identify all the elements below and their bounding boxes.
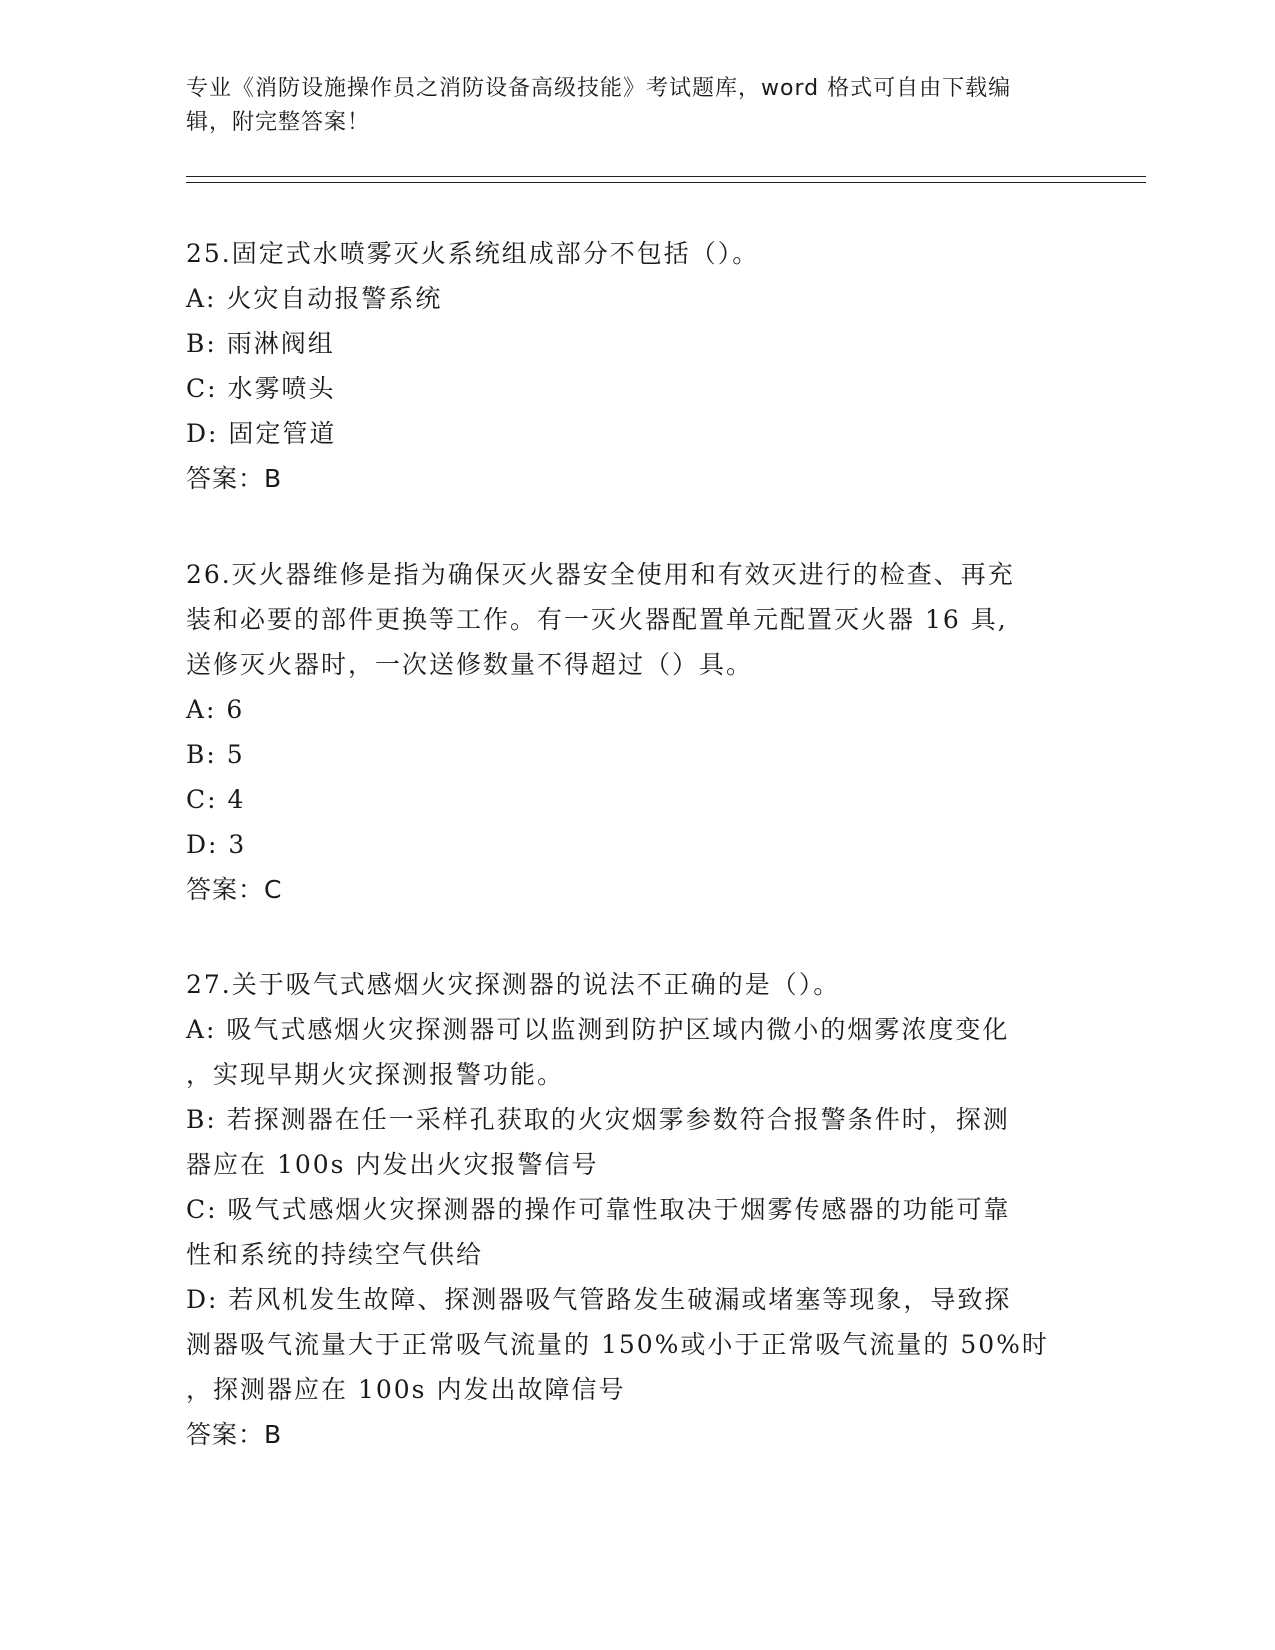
header-line: 辑，附完整答案！ [186, 110, 371, 135]
option-c: C: 4 [186, 785, 246, 814]
option-c: C: 吸气式感烟火灾探测器的操作可靠性取决于烟雾传感器的功能可靠 [186, 1195, 1011, 1224]
option-d: D: 固定管道 [186, 419, 337, 448]
answer-line: 答案：C [186, 875, 283, 904]
option-b: B: 若探测器在任一采样孔获取的火灾烟雺参数符合报警条件时，探测 [186, 1105, 1010, 1134]
header-divider [186, 176, 1146, 177]
option-a: A: 6 [186, 695, 245, 724]
header-line: 专业《消防设施操作员之消防设备高级技能》考试题库，word 格式可自由下载编 [186, 76, 1012, 101]
document-header [186, 72, 1066, 140]
option-b: B: 5 [186, 740, 245, 769]
question-stem: 25.固定式水喷雾灭火系统组成部分不包括（）。 [186, 239, 760, 268]
option-b: B: 雨淋阀组 [186, 329, 335, 358]
option-d: D: 3 [186, 830, 247, 859]
answer-line: 答案：B [186, 464, 283, 493]
question-stem: 送修灭火器时，一次送修数量不得超过（）具。 [186, 650, 754, 679]
question-stem: 27.关于吸气式感烟火灾探测器的说法不正确的是（）。 [186, 970, 841, 999]
answer-line: 答案：B [186, 1420, 283, 1449]
option-d: 测器吸气流量大于正常吸气流量的 150%或小于正常吸气流量的 50%时 [186, 1330, 1049, 1359]
question-26 [186, 552, 1066, 912]
option-c: C: 水雾喷头 [186, 374, 336, 403]
option-a: A: 火灾自动报警系统 [186, 284, 443, 313]
question-25 [186, 231, 1066, 501]
option-b: 器应在 100s 内发出火灾报警信号 [186, 1150, 599, 1179]
option-d: ，探测器应在 100s 内发出故障信号 [186, 1375, 626, 1404]
option-a: A: 吸气式感烟火灾探测器可以监测到防护区域内微小的烟雾浓度变化 [186, 1015, 1010, 1044]
question-27 [186, 962, 1066, 1457]
option-a: ，实现早期火灾探测报警功能。 [186, 1060, 565, 1089]
header-divider [186, 182, 1146, 183]
question-stem: 装和必要的部件更换等工作。有一灭火器配置单元配置灭火器 16 具, [186, 605, 1008, 634]
option-d: D: 若风机发生故障、探测器吸气管路发生破漏或堵塞等现象，导致探 [186, 1285, 1012, 1314]
option-c: 性和系统的持续空气供给 [186, 1240, 484, 1269]
question-stem: 26.灭火器维修是指为确保灭火器安全使用和有效灭进行的检查、再充 [186, 560, 1015, 589]
